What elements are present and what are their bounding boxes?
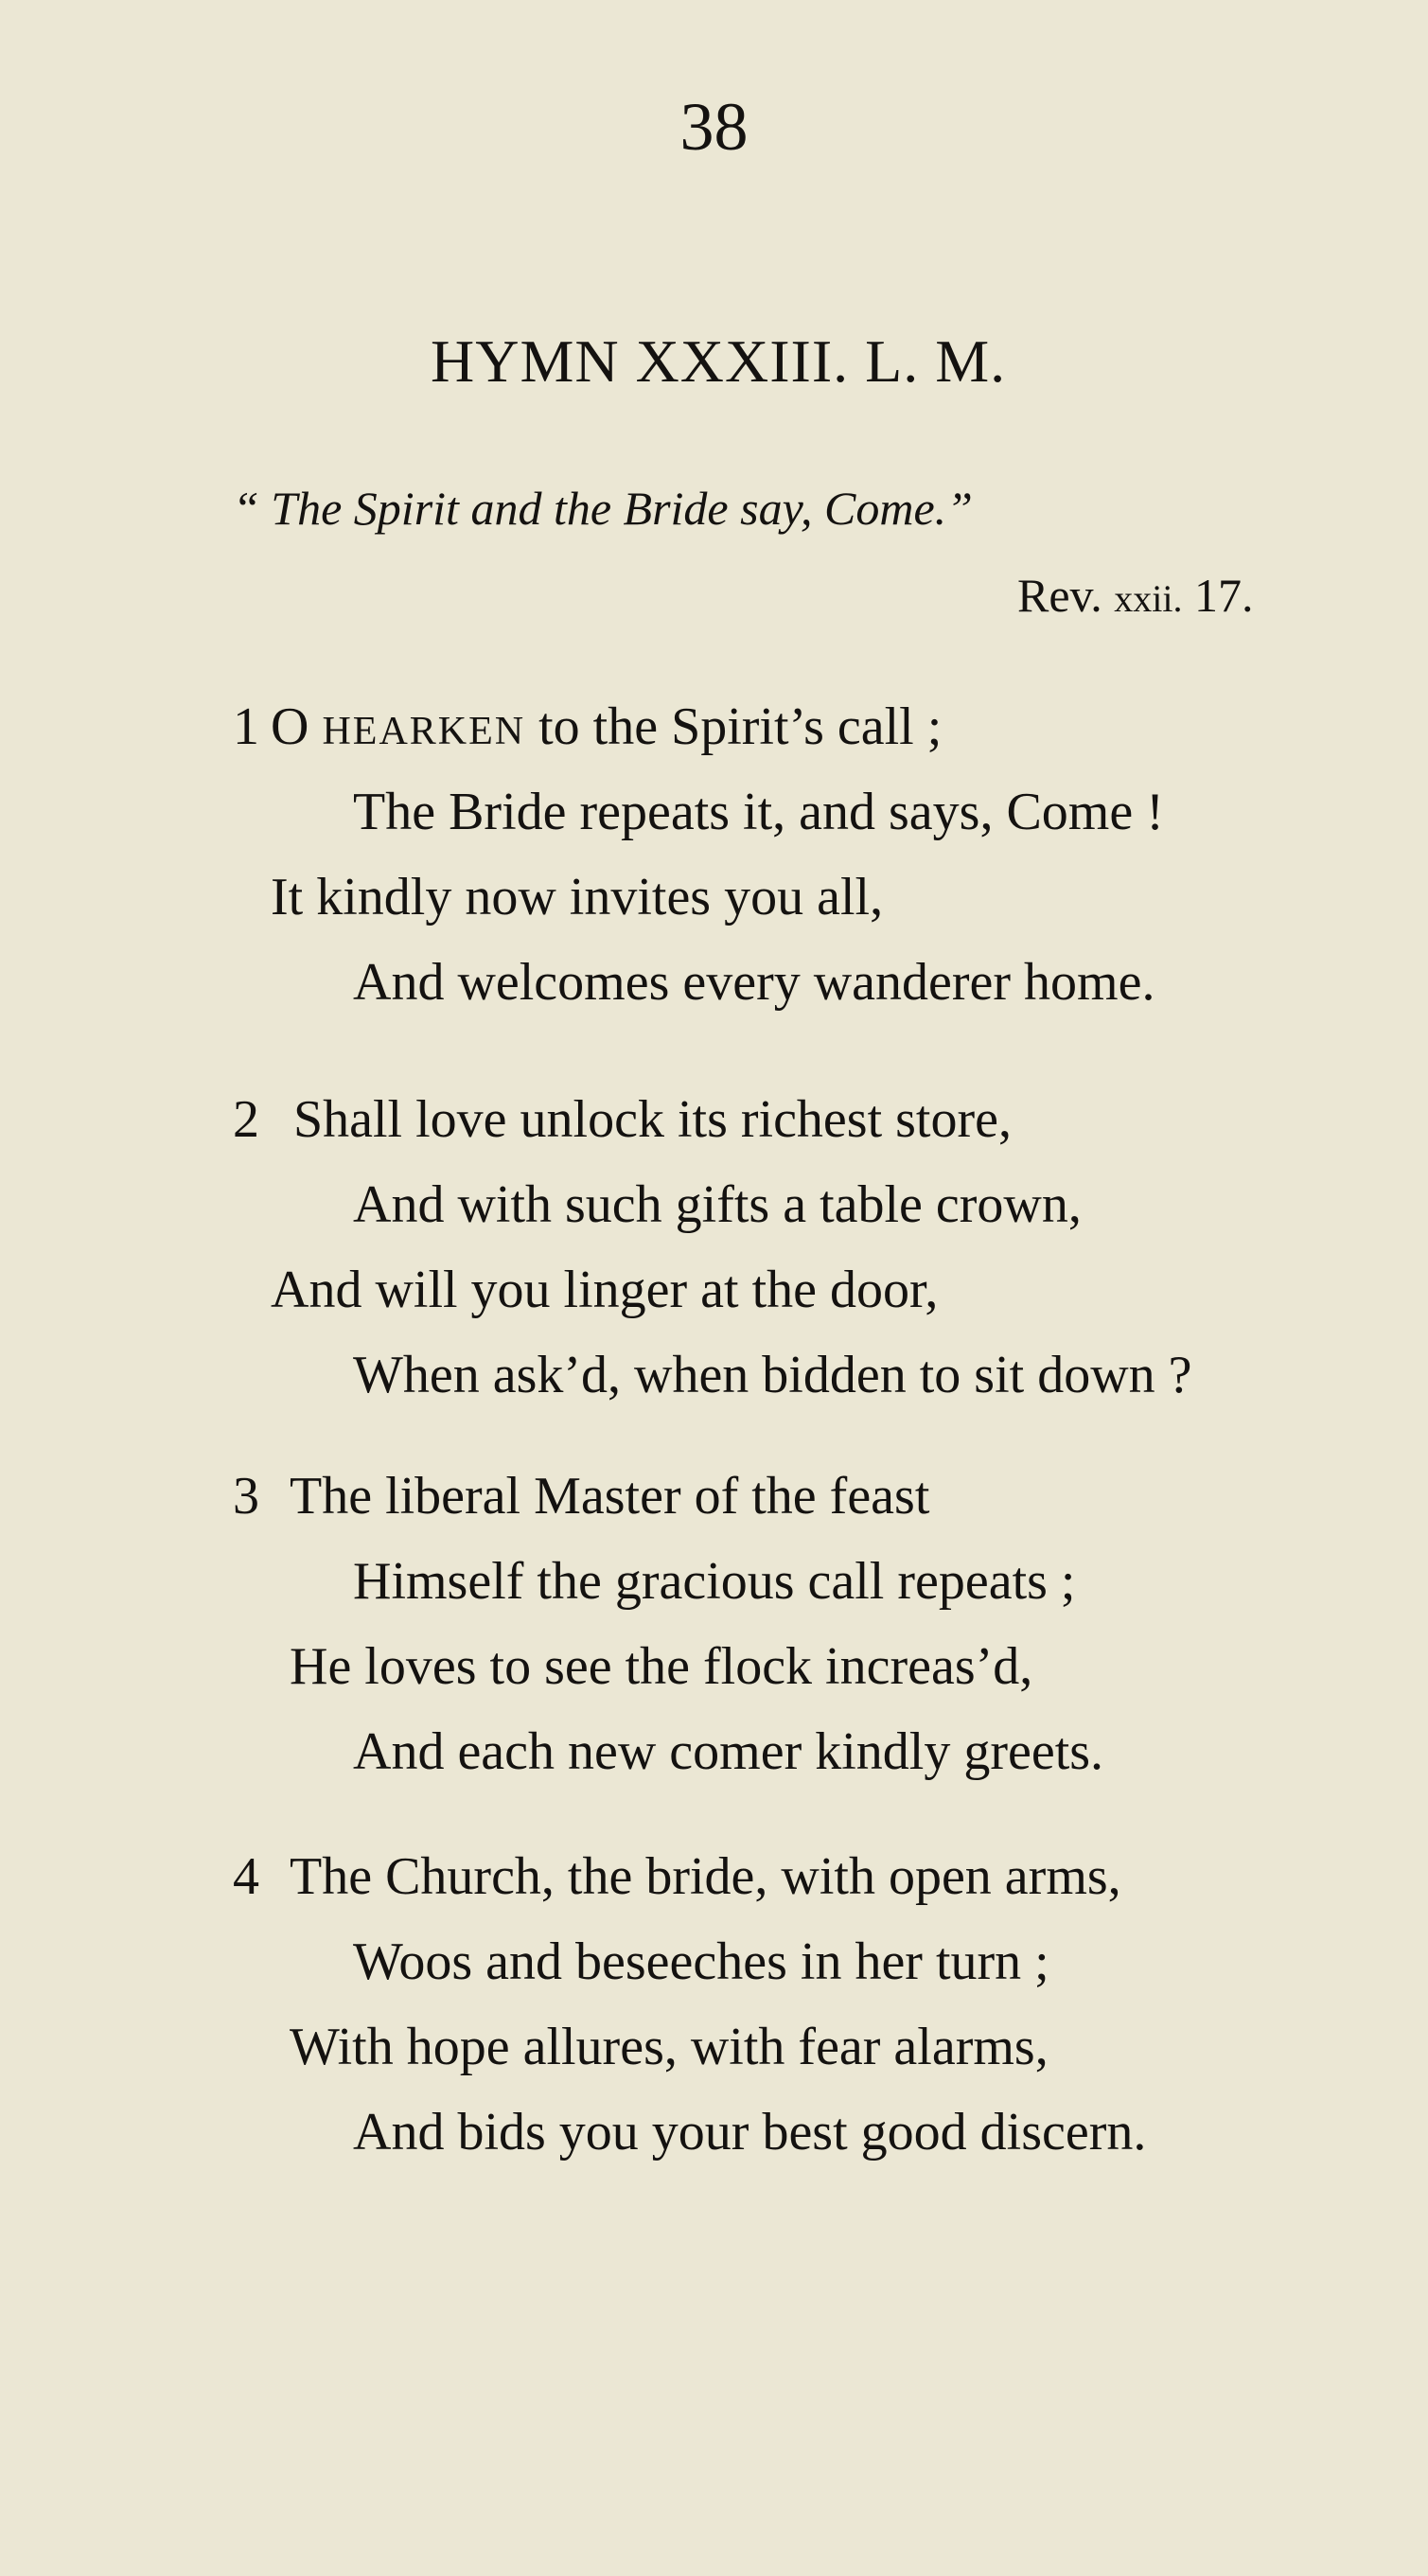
citation-verse: 17. xyxy=(1194,569,1254,622)
verse-first-word: O xyxy=(271,697,309,756)
scripture-citation xyxy=(1017,569,1254,622)
verse-line xyxy=(271,697,943,756)
hymn-title: HYMN XXXIII. L. M. xyxy=(431,327,1007,395)
citation-chapter: xxii. xyxy=(1114,577,1183,620)
verse-line: It kindly now invites you all, xyxy=(271,868,884,926)
verse-line: The liberal Master of the feast xyxy=(290,1467,930,1526)
verse-number: 4 xyxy=(233,1847,259,1906)
verse-line: He loves to see the flock increas’d, xyxy=(290,1637,1033,1696)
verse-line: Shall love unlock its richest store, xyxy=(293,1090,1012,1149)
verse-line: Himself the gracious call repeats ; xyxy=(353,1552,1076,1611)
verse-line: And with such gifts a table crown, xyxy=(353,1175,1082,1234)
verse-line: Woos and beseeches in her turn ; xyxy=(353,1932,1049,1991)
citation-book: Rev. xyxy=(1017,569,1102,622)
verse-number: 2 xyxy=(233,1090,259,1149)
verse-number: 1 xyxy=(233,697,259,756)
page-number: 38 xyxy=(679,89,749,165)
verse-first-rest: to the Spirit’s call ; xyxy=(538,697,943,756)
verse-line: And each new comer kindly greets. xyxy=(353,1722,1104,1781)
verse-line: And bids you your best good discern. xyxy=(353,2103,1147,2161)
epigraph: “ The Spirit and the Bride say, Come.” xyxy=(233,482,973,535)
verse-line: When ask’d, when bidden to sit down ? xyxy=(353,1346,1192,1404)
verse-line: And welcomes every wanderer home. xyxy=(353,953,1155,1012)
verse-line: With hope allures, with fear alarms, xyxy=(290,2018,1049,2076)
verse-line: The Church, the bride, with open arms, xyxy=(290,1847,1121,1906)
verse-line: The Bride repeats it, and says, Come ! xyxy=(353,783,1164,841)
verse-smallcaps-word: HEARKEN xyxy=(322,710,526,753)
verse-number: 3 xyxy=(233,1467,259,1526)
verse-line: And will you linger at the door, xyxy=(271,1261,939,1319)
